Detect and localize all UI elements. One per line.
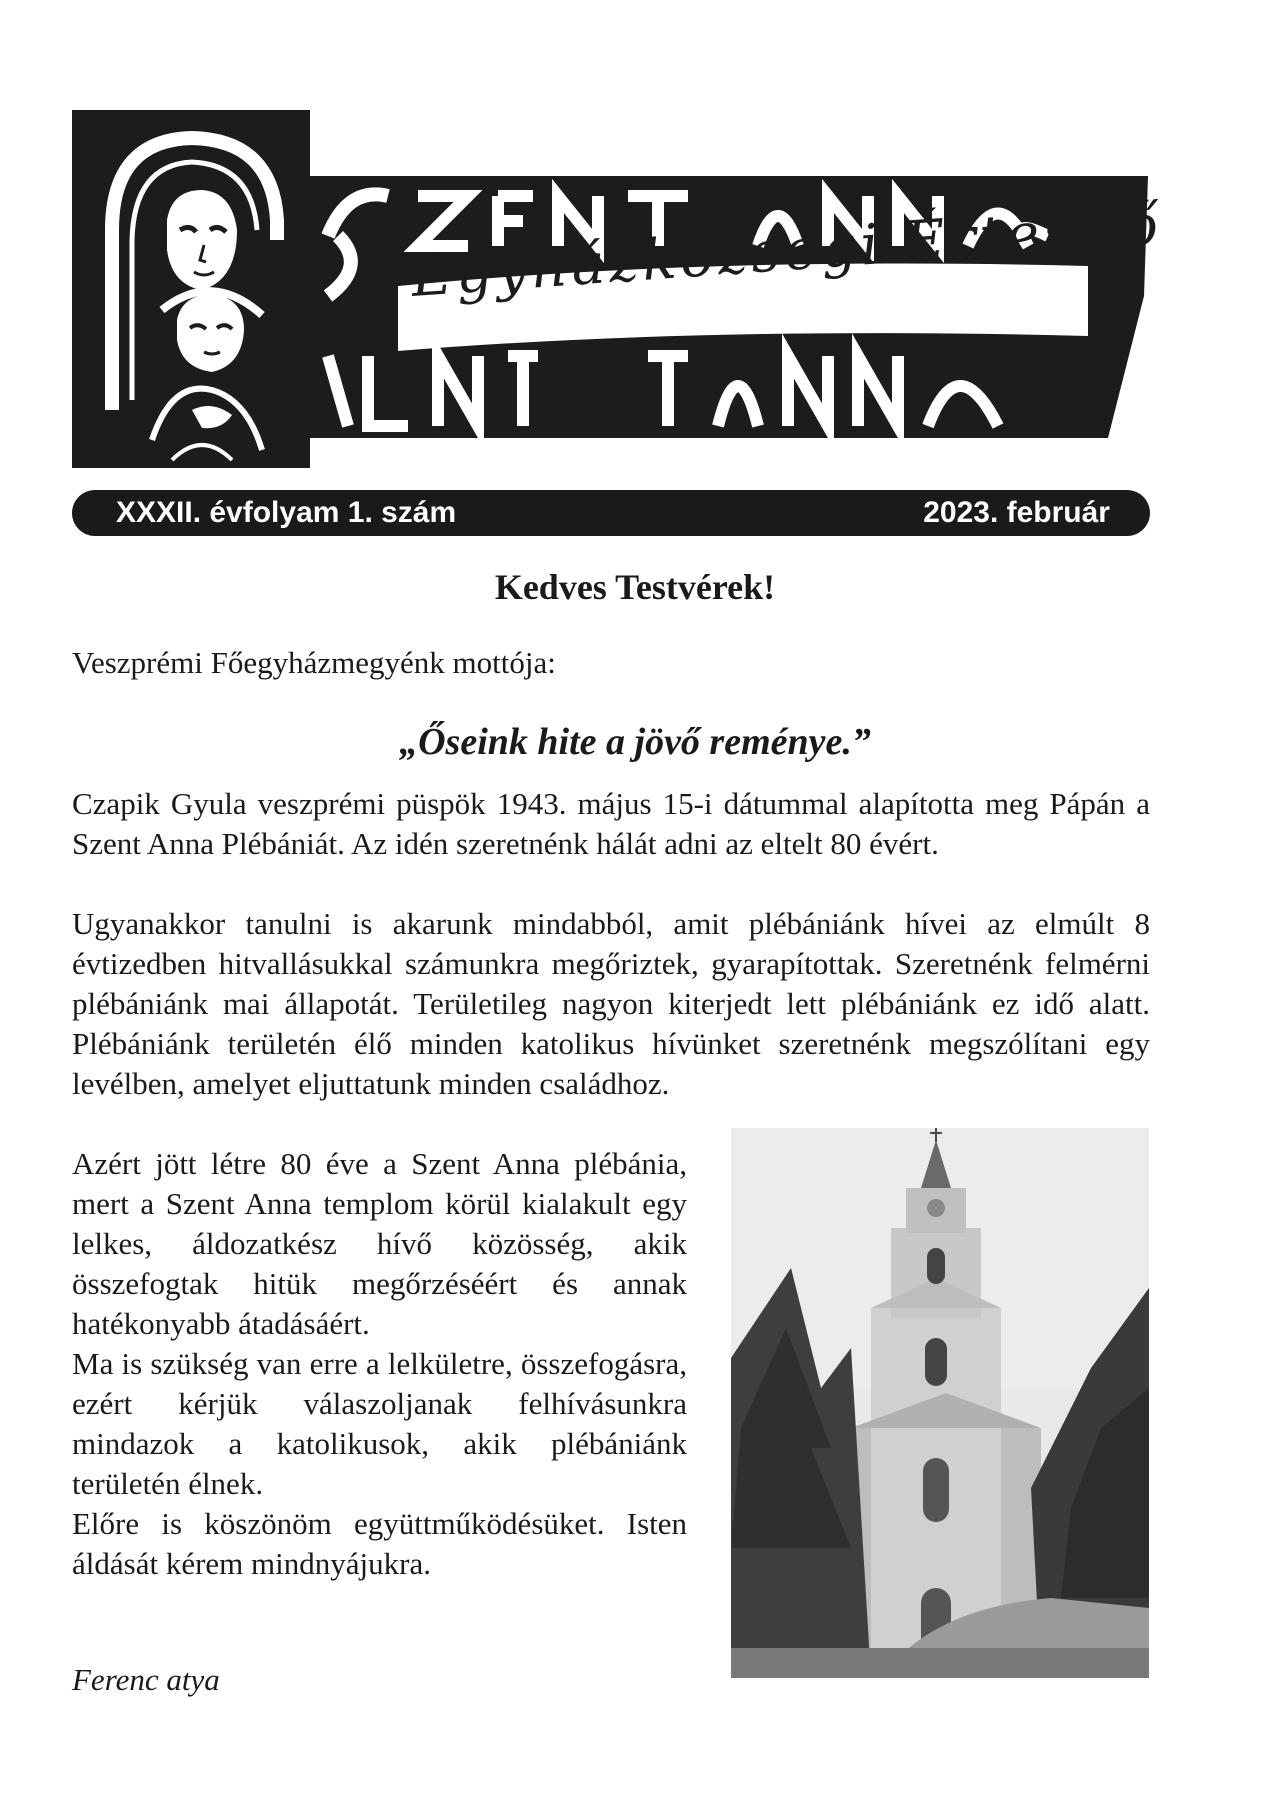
motto-quote: „Őseink hite a jövő reménye.”	[399, 721, 871, 763]
greeting-heading: Kedves Testvérek!	[494, 567, 776, 607]
issue-date: 2023. február	[923, 496, 1110, 529]
issue-info-bar	[72, 490, 1150, 536]
paragraph-1: Czapik Gyula veszprémi püspök 1943. május 15-i dátummal alapította meg Pápán a Szent Anna Plébániát. Az idén szeretnénk hálát adni az eltelt 80 évért.	[72, 786, 1150, 861]
signature: Ferenc atya	[72, 1662, 220, 1697]
paragraph-4: Ma is szükség van erre a lelkületre, összefogásra, ezért kérjük válaszoljanak felhívásunkra mindazok a katolikusok, akik plébániánk területén élnek.	[72, 1346, 687, 1501]
paragraph-3: Azért jött létre 80 éve a Szent Anna plébánia, mert a Szent Anna templom körül kialakult egy lelkes, áldozatkész hívő közösség, akik összefogtak hitük megőrzéséért és annak hatékonyabb átadásáért.	[72, 1146, 687, 1341]
paragraph-5: Előre is köszönöm együttműködésüket. Isten áldását kérem mindnyájukra.	[72, 1506, 687, 1581]
masthead	[72, 110, 1164, 470]
volume-number: XXXII. évfolyam 1. szám	[116, 496, 457, 529]
paragraph-2: Ugyanakkor tanulni is akarunk mindabból, amit plébániánk hívei az elmúlt 8 évtizedben hitvallásukkal számunkra megőriztek, gyarapítottak. Szeretnénk felmérni plébániánk mai állapotát. Területileg nagyon kiterjedt lett plébániánk ez idő alatt. Plébániánk területén élő minden katolikus hívünket szeretnénk megszólítani egy levélben, amelyet eljuttatunk minden családhoz.	[72, 906, 1150, 1101]
motto-intro: Veszprémi Főegyházmegyénk mottója:	[72, 645, 556, 680]
saint-anne-logo-icon	[72, 110, 310, 468]
church-photo-icon	[731, 1128, 1149, 1678]
masthead-subtitle: Egyházközségi Értesítő	[409, 192, 1164, 310]
